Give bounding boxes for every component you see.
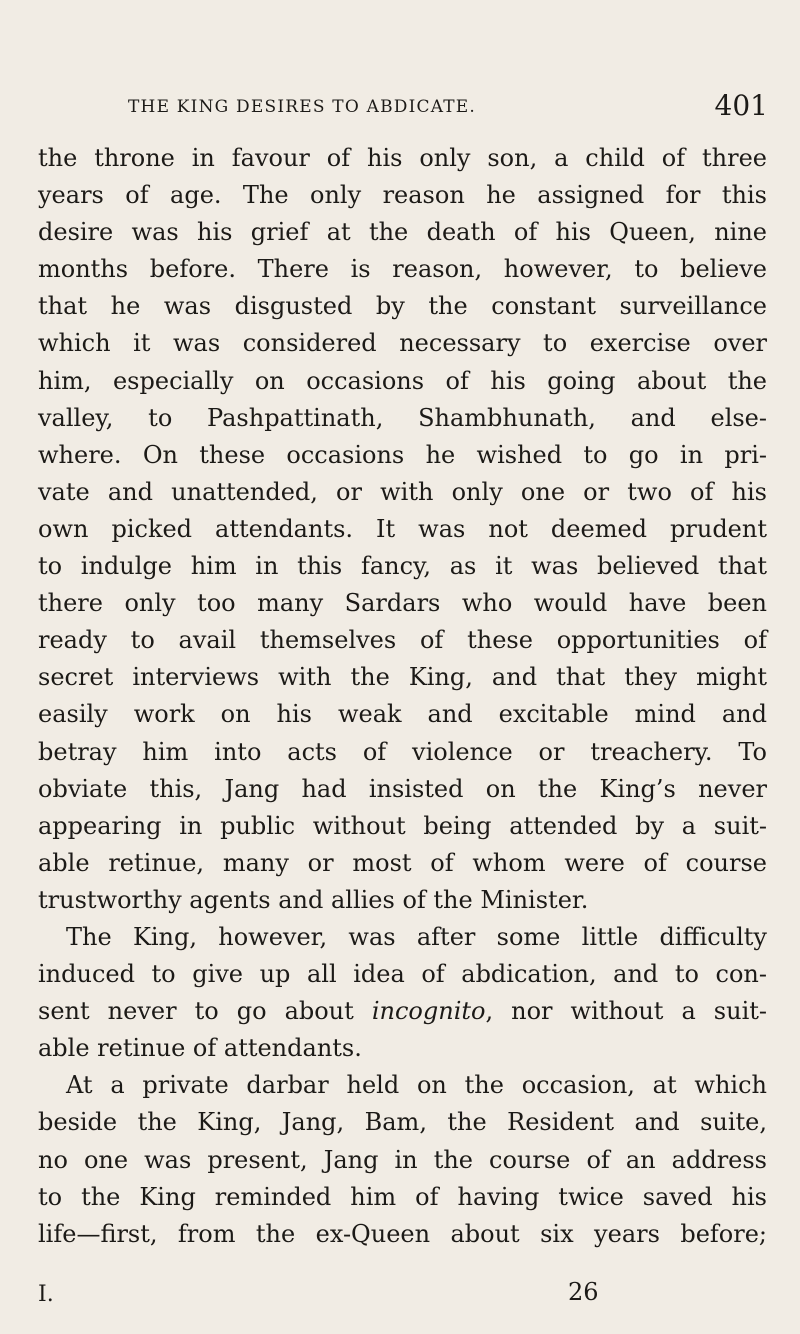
paragraph-end-line: trustworthy agents and allies of the Minister.: [38, 885, 589, 914]
chapter-heading: THE KING DESIRES TO ABDICATE.: [128, 97, 477, 117]
text-line: there only too many Sardars who would have been: [38, 589, 767, 618]
page-number: 401: [714, 89, 768, 122]
text-line: where. On these occasions he wished to go in pri-: [38, 440, 767, 469]
text-line-with-italic: [38, 993, 767, 1030]
text-line: him, especially on occasions of his going about the: [38, 366, 767, 395]
italic-word: incognito: [371, 997, 486, 1026]
text-line: secret interviews with the King, and that they might: [38, 663, 767, 692]
text-line: induced to give up all idea of abdication, and to con-: [38, 960, 767, 989]
text-line: desire was his grief at the death of his Queen, nine: [38, 218, 767, 247]
text-line: beside the King, Jang, Bam, the Resident and suite,: [38, 1108, 767, 1137]
sheet-number: 26: [568, 1278, 599, 1306]
text-line: months before. There is reason, however, to believe: [38, 255, 767, 284]
text-line: years of age. The only reason he assigned for this: [38, 181, 767, 210]
text-line: valley, to Pashpattinath, Shambhunath, and else-: [38, 403, 767, 432]
text-line: betray him into acts of violence or treachery. To: [38, 737, 767, 766]
text-line: the throne in favour of his only son, a child of three: [38, 144, 767, 172]
body-text: [38, 140, 767, 1253]
text-line: that he was disgusted by the constant surveillance: [38, 292, 767, 321]
text-line: appearing in public without being attended by a suit-: [38, 811, 767, 840]
text-segment: , nor without a suit-: [485, 997, 767, 1026]
paragraph-end-line: able retinue of attendants.: [38, 1034, 362, 1063]
text-line: life—first, from the ex-Queen about six years before;: [38, 1219, 767, 1248]
text-line: to the King reminded him of having twice saved his: [38, 1182, 767, 1211]
text-segment: sent never to go about: [38, 997, 354, 1026]
text-line: vate and unattended, or with only one or two of his: [38, 477, 767, 506]
text-line: obviate this, Jang had insisted on the King’s never: [38, 774, 767, 803]
text-line: which it was considered necessary to exercise over: [38, 329, 767, 358]
text-line: no one was present, Jang in the course of an address: [38, 1145, 767, 1174]
text-line: able retinue, many or most of whom were of course: [38, 848, 767, 877]
text-line: ready to avail themselves of these opportunities of: [38, 626, 767, 655]
page-footer: [0, 1278, 800, 1322]
text-line: own picked attendants. It was not deemed prudent: [38, 514, 767, 543]
text-line: easily work on his weak and excitable mind and: [38, 700, 767, 729]
text-line: to indulge him in this fancy, as it was believed that: [38, 552, 767, 581]
running-header: [128, 89, 768, 133]
paragraph-start-line: The King, however, was after some little difficulty: [66, 922, 767, 951]
paragraph-start-line: At a private darbar held on the occasion, at which: [66, 1071, 767, 1100]
signature-mark: I.: [38, 1282, 54, 1307]
